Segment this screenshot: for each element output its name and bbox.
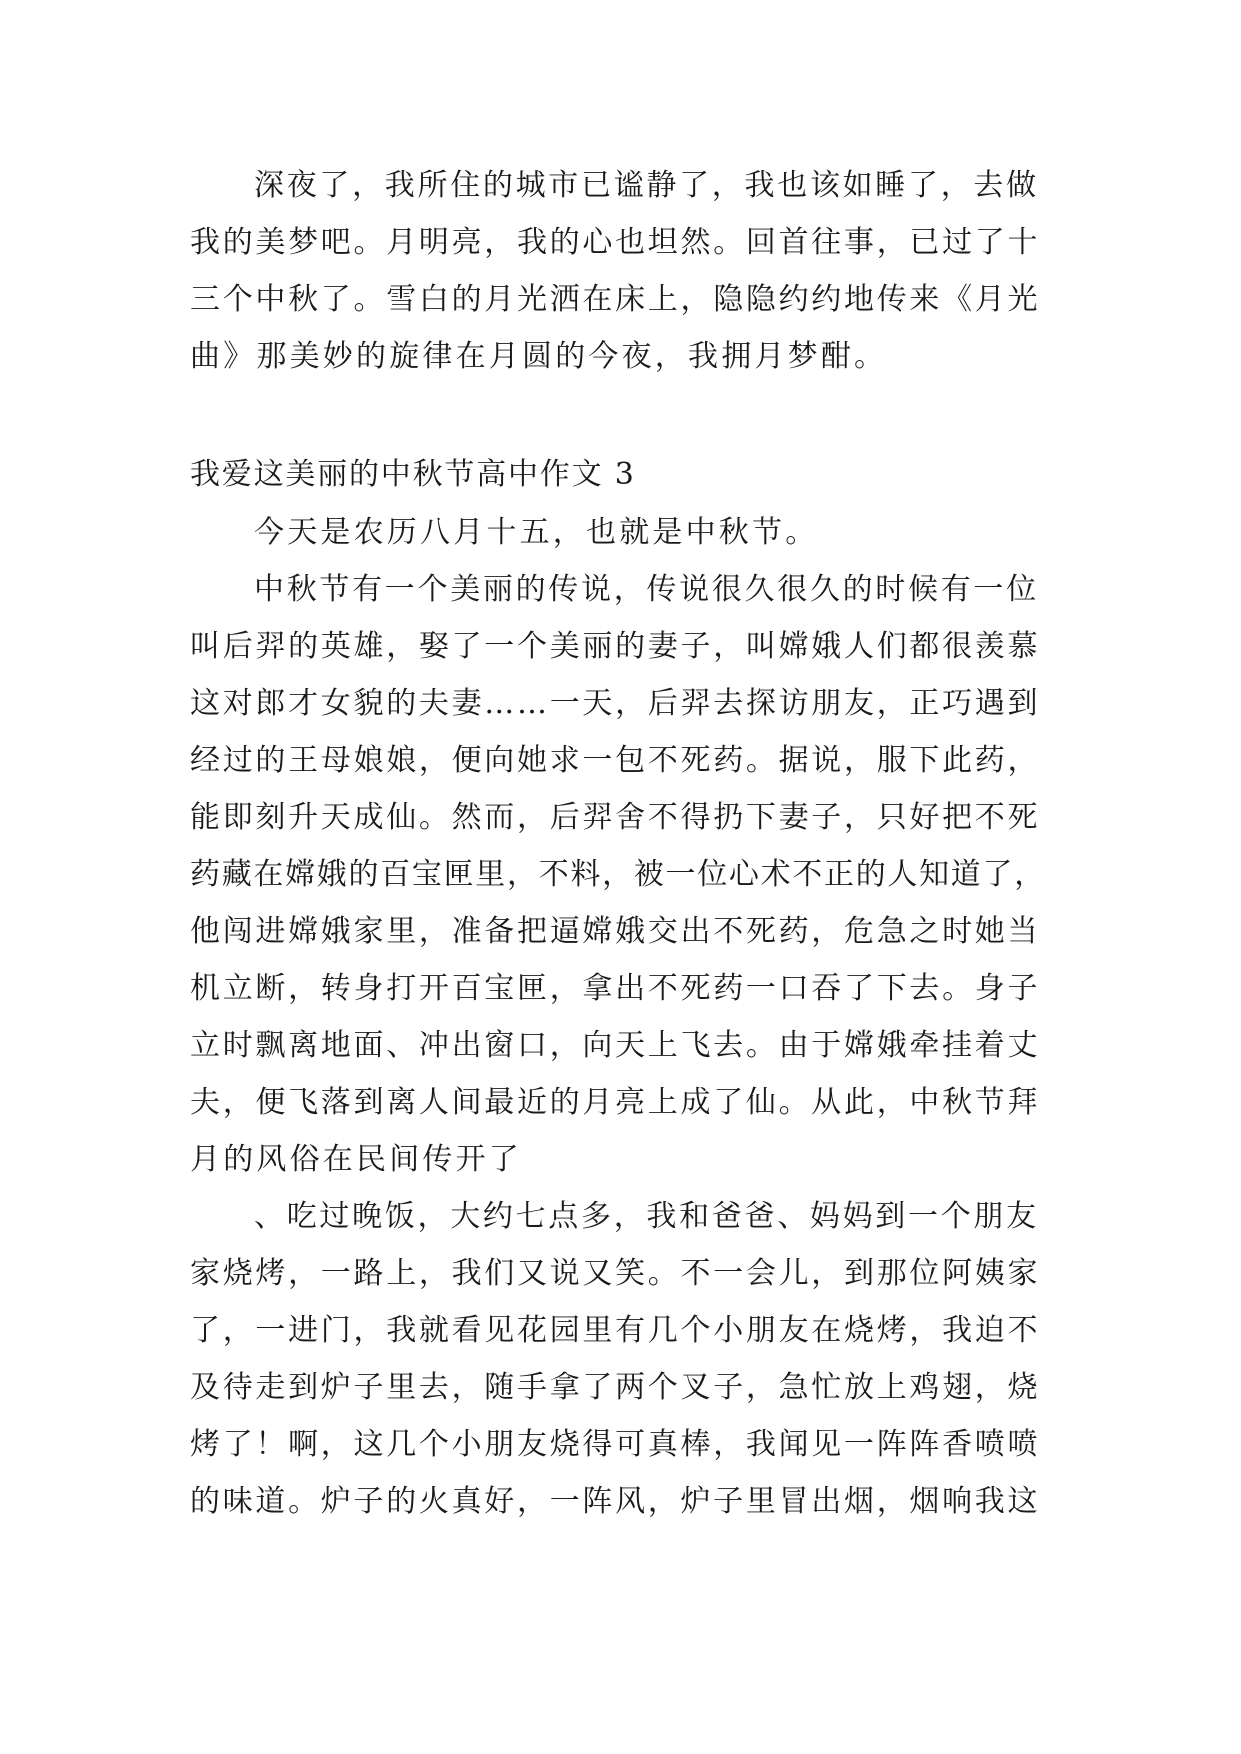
paragraph-3-line-11: 月的风俗在民间传开了 — [190, 1142, 522, 1177]
paragraph-3-line-10: 夫，便飞落到离人间最近的月亮上成了仙。从此，中秋节拜 — [190, 1085, 1041, 1120]
paragraph-4-line-2: 家烧烤，一路上，我们又说又笑。不一会儿，到那位阿姨家 — [190, 1256, 1041, 1291]
paragraph-3-line-5: 能即刻升天成仙。然而，后羿舍不得扔下妻子，只好把不死 — [190, 800, 1041, 835]
paragraph-3-line-2: 叫后羿的英雄，娶了一个美丽的妻子，叫嫦娥人们都很羡慕 — [190, 629, 1041, 664]
paragraph-4-line-5: 烤了！啊，这几个小朋友烧得可真棒，我闻见一阵阵香喷喷 — [190, 1427, 1041, 1462]
paragraph-3-line-9: 立时飘离地面、冲出窗口，向天上飞去。由于嫦娥牵挂着丈 — [190, 1028, 1041, 1063]
paragraph-4-line-6: 的味道。炉子的火真好，一阵风，炉子里冒出烟，烟响我这 — [190, 1484, 1041, 1519]
paragraph-2-line-1: 今天是农历八月十五，也就是中秋节。 — [254, 515, 819, 550]
paragraph-3-line-8: 机立断，转身打开百宝匣，拿出不死药一口吞了下去。身子 — [190, 971, 1041, 1006]
paragraph-3-line-4: 经过的王母娘娘，便向她求一包不死药。据说，服下此药， — [190, 743, 1041, 778]
paragraph-4-line-3: 了，一进门，我就看见花园里有几个小朋友在烧烤，我迫不 — [190, 1313, 1041, 1348]
paragraph-4-line-4: 及待走到炉子里去，随手拿了两个叉子，急忙放上鸡翅，烧 — [190, 1370, 1041, 1405]
paragraph-1-line-1: 深夜了，我所住的城市已谧静了，我也该如睡了，去做 — [254, 168, 1039, 203]
paragraph-3-line-7: 他闯进嫦娥家里，准备把逼嫦娥交出不死药，危急之时她当 — [190, 914, 1041, 949]
paragraph-3-line-1: 中秋节有一个美丽的传说，传说很久很久的时候有一位 — [254, 572, 1039, 607]
paragraph-3-line-6: 药藏在嫦娥的百宝匣里，不料，被一位心术不正的人知道了， — [190, 857, 1046, 892]
section-title: 我爱这美丽的中秋节高中作文 3 — [190, 457, 636, 492]
paragraph-3-line-3: 这对郎才女貌的夫妻……一天，后羿去探访朋友，正巧遇到 — [190, 686, 1041, 721]
paragraph-1-line-4: 曲》那美妙的旋律在月圆的今夜，我拥月梦酣。 — [190, 339, 888, 374]
paragraph-1-line-3: 三个中秋了。雪白的月光洒在床上，隐隐约约地传来《月光 — [190, 282, 1041, 317]
paragraph-4-line-1: 、吃过晚饭，大约七点多，我和爸爸、妈妈到一个朋友 — [254, 1199, 1039, 1234]
paragraph-1-line-2: 我的美梦吧。月明亮，我的心也坦然。回首往事，已过了十 — [190, 225, 1041, 260]
